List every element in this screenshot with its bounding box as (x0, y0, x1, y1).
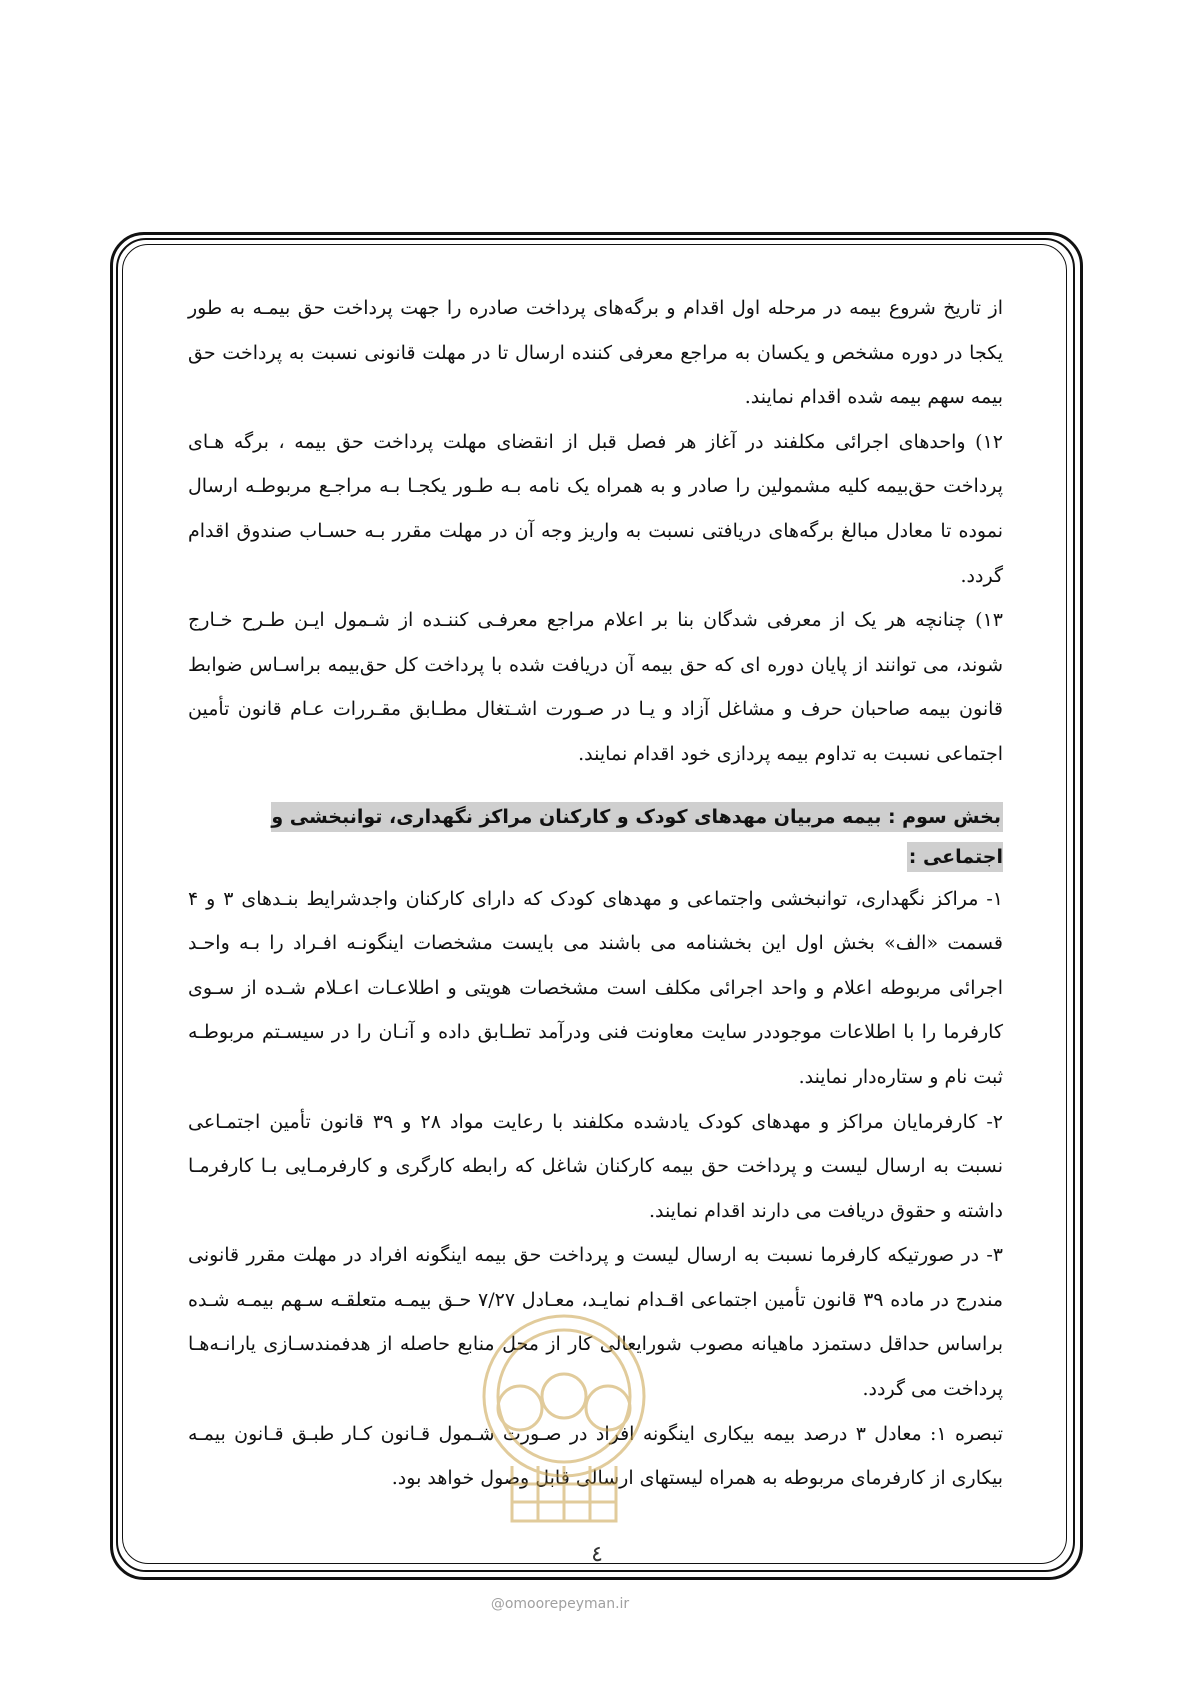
paragraph-item-2: ۲- کارفرمایان مراکز و مهدهای کودک یادشده مکلفند با رعایت مواد ۲۸ و ۳۹ قانون تأمین اجتمـاعی نسبت به ارسال لیست و پرداخت حق بیمه کارکنان شاغل که رابطه کارگری و کارفرمـایی بـا کارفرمـا داشته و حقوق دریافت می دارند اقدام نمایند. (188, 1110, 1003, 1222)
paragraph-item-3: ۳- در صورتیکه کارفرما نسبت به ارسال لیست و پرداخت حق بیمه اینگونه افراد در مهلت مقرر قانونی مندرج در ماده ۳۹ قانون تأمین اجتماعی اقـدام نمایـد، معـادل ۷/۲۷ حـق بیمـه متعلقـه سـهم بیمـه شـده براساس حداقل دستمزد ماهیانه مصوب شورایعالی کار از محل منابع حاصله از هدفمندسـازی یارانـه‌هـا پرداخت می گردد. (188, 1244, 1003, 1401)
paragraph-item-13: ۱۳) چنانچه هر یک از معرفی شدگان بنا بر اعلام مراجع معرفـی کننـده از شـمول ایـن طـرح خـارج شوند، می توانند از پایان دوره ای که حق بیمه آن دریافت شده با پرداخت کل حق‌بیمه براسـاس ضوابط قانون بیمه صاحبان حرف و مشاغل آزاد و یـا در صـورت اشـتغال مطـابق مقـررات عـام قانون تأمین اجتماعی نسبت به تداوم بیمه پردازی خود اقدام نمایند. (188, 609, 1003, 765)
watermark-seal-logo (472, 1296, 656, 1532)
paragraph-note-1: تبصره ۱: معادل ۳ درصد بیمه بیکاری اینگونه افراد در صـورت شـمول قـانون کـار طبـق قـانون بیمـه بیکاری از کارفرمای مربوطه به همراه لیستهای ارسالی قابل وصول خواهد بود. (188, 1422, 1003, 1490)
page-number: ٤ (591, 1542, 603, 1567)
paragraph-continuation: از تاریخ شروع بیمه در مرحله اول اقدام و برگه‌های پرداخت صادره را جهت پرداخت حق بیمـه به طور یکجا در دوره مشخص و یکسان به مراجع معرفی کننده ارسال تا در مهلت قانونی نسبت به پرداخت حق بیمه سهم بیمه شده اقدام نمایند. (188, 297, 1003, 409)
paragraph-item-12: ۱۲) واحدهای اجرائی مکلفند در آغاز هر فصل قبل از انقضای مهلت پرداخت حق بیمه ، برگه هـای پرداخت حق‌بیمه کلیه مشمولین را صادر و به همراه یک نامه بـه طـور یکجـا بـه مراجـع مربوطـه ارسال نموده تا معادل مبالغ برگه‌های دریافتی نسبت به واریز وجه آن در مهلت مقرر بـه حسـاب صندوق اقدام گردد. (188, 430, 1003, 587)
section-heading: بخش سوم : بیمه مربیان مهدهای کودک و کارکنان مراکز نگهداری، توانبخشی و اجتماعی : (271, 802, 1003, 872)
section-heading-wrapper (188, 797, 1003, 877)
paragraph-item-1: ۱- مراکز نگهداری، توانبخشی واجتماعی و مهدهای کودک که دارای کارکنان واجدشرایط بنـدهای ۳ و ۴ قسمت «الف» بخش اول این بخشنامه می باشند می بایست مشخصات اینگونـه افـراد را بـه واحـد اجرائی مربوطه اعلام و واحد اجرائی مکلف است مشخصات هویتی و اطلاعـات اعـلام شـده از سـوی کارفرما را با اطلاعات موجوددر سایت معاونت فنی ودرآمد تطـابق داده و آنـان را در سیسـتم مربوطـه ثبت نام و ستاره‌دار نمایند. (188, 887, 1003, 1088)
watermark-url: @omoorepeyman.ir (490, 1596, 630, 1612)
